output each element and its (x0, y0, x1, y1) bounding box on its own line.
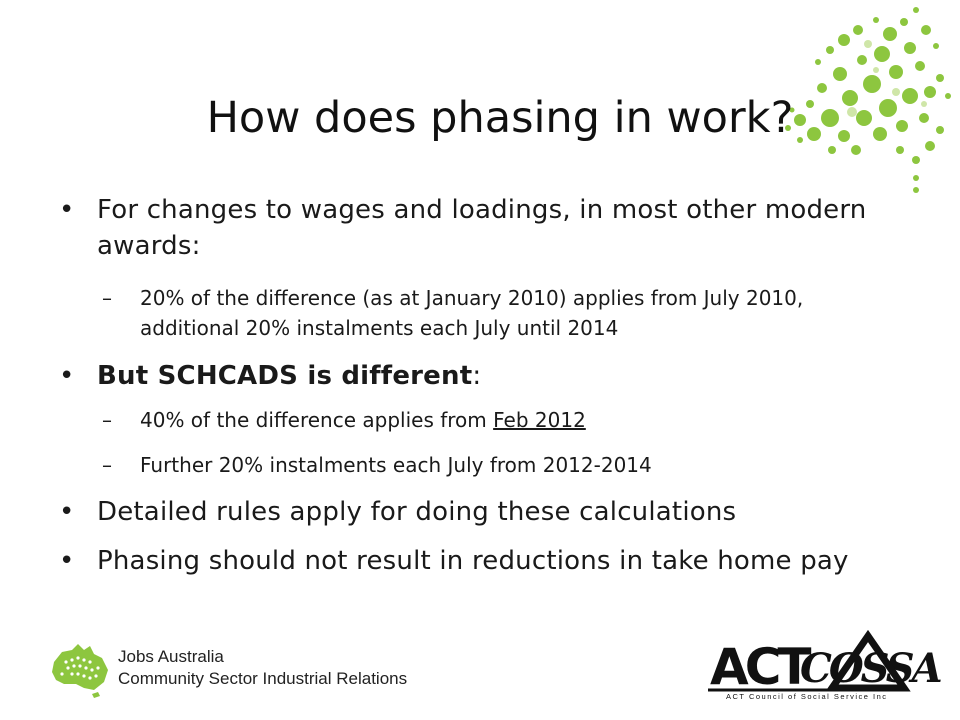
slide-title: How does phasing in work? (206, 93, 794, 143)
bullet-text: 20% of the difference (as at January 2010) applies from July 2010, additional 20% instalments each July until 2014 (140, 286, 804, 340)
bullet-text: Phasing should not result in reductions in take home pay (97, 546, 849, 576)
bullet-text: 40% of the difference applies from (140, 408, 494, 432)
actcossa-caption: ACT Council of Social Service Inc (726, 692, 888, 701)
act-wordmark: ACT (710, 638, 808, 696)
dash-icon: – (102, 286, 112, 310)
bullet-text: : (472, 361, 482, 391)
bullet-item (59, 192, 877, 264)
logo-line2: Community Sector Industrial Relations (118, 669, 408, 688)
jobs-australia-text (118, 646, 407, 690)
sub-bullet-item (102, 405, 880, 435)
sub-bullet-item (102, 450, 880, 480)
actcossa-logo (708, 630, 940, 710)
bullet-item (59, 494, 877, 530)
bullet-text-bold: But SCHCADS is different (97, 361, 473, 391)
logo-line1: Jobs Australia (118, 647, 224, 666)
dash-icon: – (102, 408, 112, 432)
bullet-item (59, 358, 877, 394)
bullet-dot-icon: • (59, 497, 75, 527)
underlined-date: Feb 2012 (493, 408, 586, 432)
bullet-text: Detailed rules apply for doing these calculations (97, 497, 737, 527)
sub-bullet-item (102, 283, 880, 343)
jobs-australia-logo (48, 640, 418, 700)
bullet-dot-icon: • (59, 195, 75, 225)
bullet-dot-icon: • (59, 361, 75, 391)
dash-icon: – (102, 453, 112, 477)
australia-map-icon (48, 640, 112, 698)
bullet-dot-icon: • (59, 546, 75, 576)
actcossa-logo-icon (708, 630, 940, 696)
bullet-text: For changes to wages and loadings, in most other modern awards: (97, 195, 867, 261)
cossa-wordmark: COSSA (800, 645, 940, 692)
bullet-item (59, 543, 877, 579)
bullet-text: Further 20% instalments each July from 2012-2014 (140, 453, 652, 477)
